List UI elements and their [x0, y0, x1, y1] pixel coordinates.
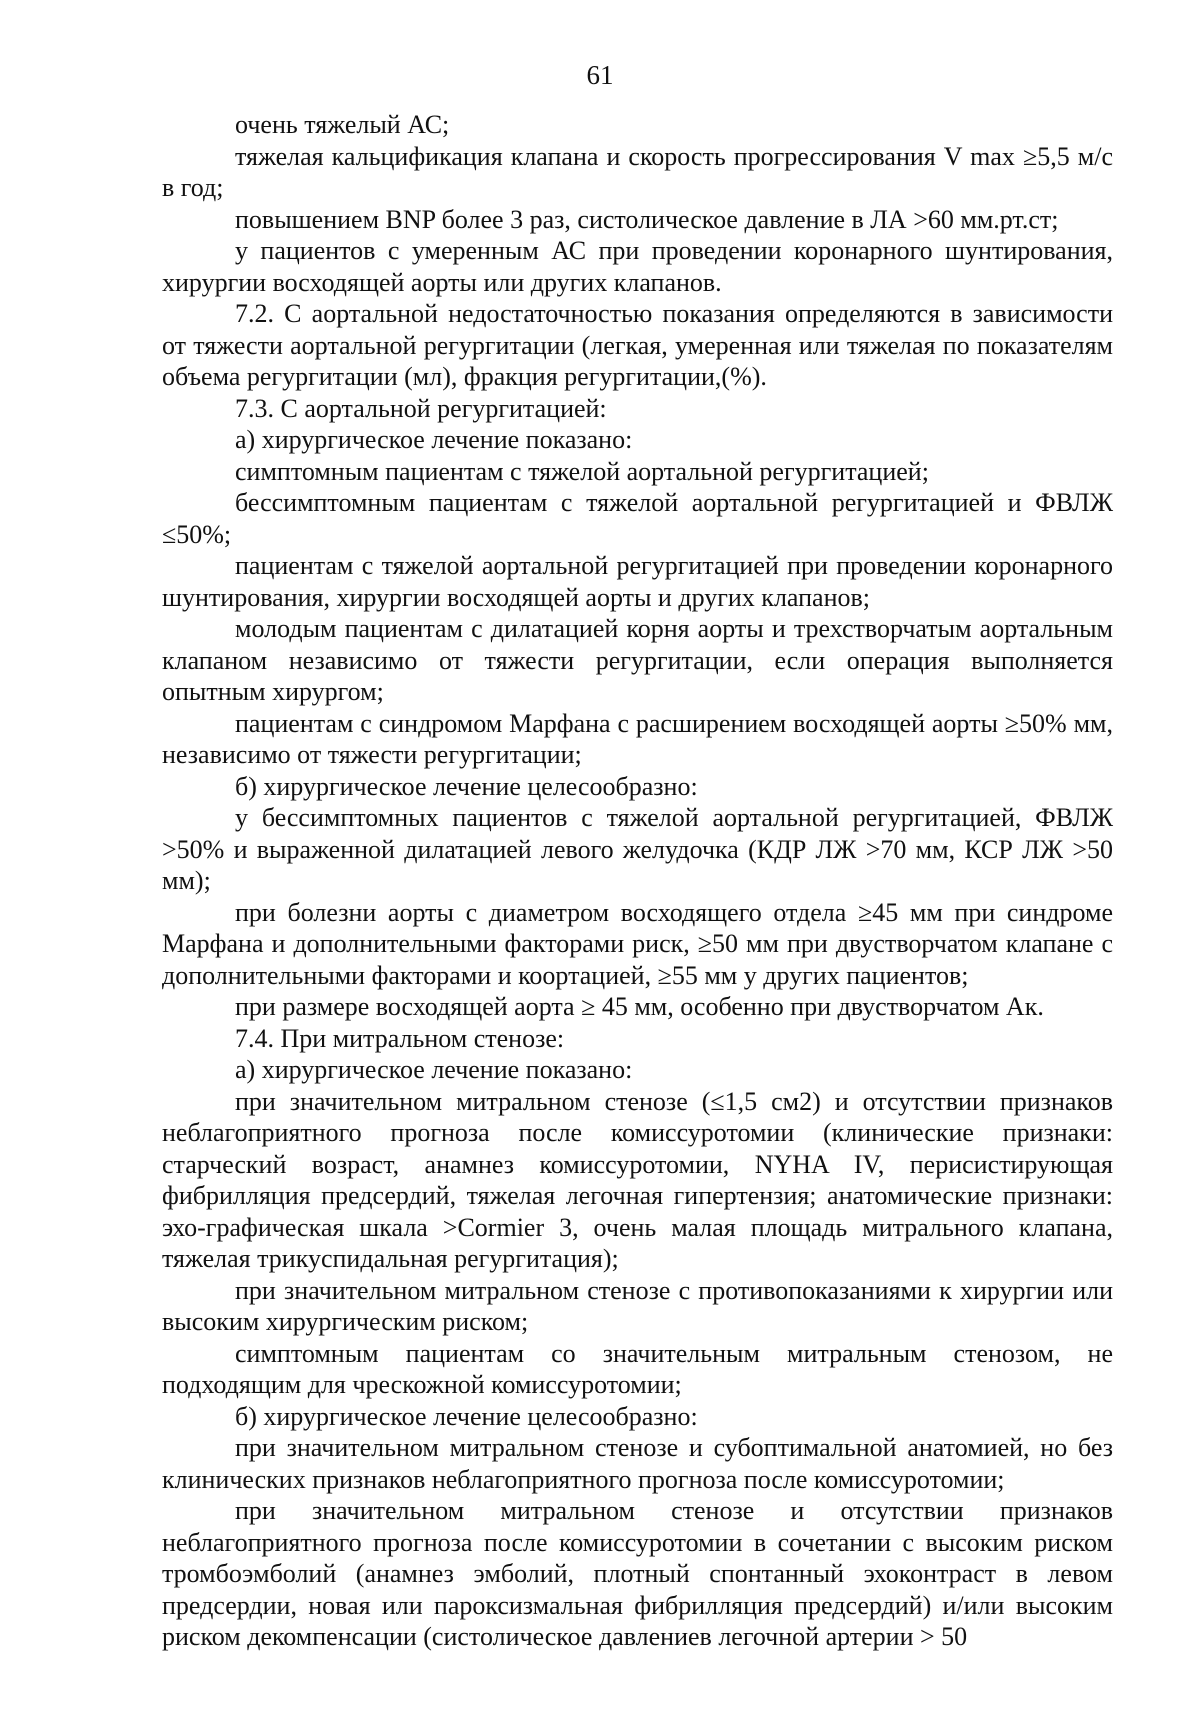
list-item: при значительном митральном стенозе (≤1,5 см2) и отсутствии признаков неблагоприятного прогноза после комиссуротомии (клинические признаки: старческий возраст, анамнез комиссуротомии, NYHA IV, перисистирующая фибрилляция предсердий, тяжелая легочная гипертензия; анатомические признаки: эхо-графическая шкала >Cormier 3, очень малая площадь митрального клапана, тяжелая трикуспидальная регургитация); [162, 1086, 1113, 1273]
subsection-heading: а) хирургическое лечение показано: [235, 425, 633, 454]
paragraph: у пациентов с умеренным АС при проведении коронарного шунтирования, хирургии восходящей аорты или других клапанов. [162, 236, 1113, 297]
list-item: при значительном митральном стенозе с противопоказаниями к хирургии или высоким хирургическим риском; [162, 1275, 1113, 1336]
list-item: симптомным пациентам со значительным митральным стенозом, не подходящим для чрескожной комиссуротомии; [162, 1338, 1113, 1399]
paragraph: повышением BNP более 3 раз, систолическое давление в ЛА >60 мм.рт.ст; [235, 204, 1059, 234]
paragraph: тяжелая кальцификация клапана и скорость прогрессирования V max ≥5,5 м/с в год; [162, 141, 1113, 202]
list-item: бессимптомным пациентам с тяжелой аортальной регургитацией и ФВЛЖ ≤50%; [162, 488, 1113, 549]
paragraph: очень тяжелый АС; [235, 110, 450, 139]
page-number: 61 [586, 60, 614, 90]
list-item: при значительном митральном стенозе и субоптимальной анатомией, но без клинических признаков неблагоприятного прогноза после комиссуротомии; [162, 1433, 1113, 1494]
section-heading: 7.4. При митральном стенозе: [235, 1023, 565, 1053]
subsection-heading: а) хирургическое лечение показано: [235, 1055, 633, 1084]
list-item: молодым пациентам с дилатацией корня аорты и трехстворчатым аортальным клапаном независимо от тяжести регургитации, если операция выполняется опытным хирургом; [162, 614, 1113, 706]
subsection-heading: б) хирургическое лечение целесообразно: [235, 1401, 698, 1431]
page-text [162, 109, 1113, 1653]
list-item: симптомным пациентам с тяжелой аортальной регургитацией; [235, 456, 929, 486]
list-item: у бессимптомных пациентов с тяжелой аортальной регургитацией, ФВЛЖ >50% и выраженной дилатацией левого желудочка (КДР ЛЖ >70 мм, КСР ЛЖ >50 мм); [162, 803, 1113, 895]
subsection-heading: б) хирургическое лечение целесообразно: [235, 771, 698, 801]
list-item: пациентам с тяжелой аортальной регургитацией при проведении коронарного шунтирования, хирургии восходящей аорты и других клапанов; [162, 551, 1113, 612]
paragraph: 7.2. С аортальной недостаточностью показания определяются в зависимости от тяжести аортальной регургитации (легкая, умеренная или тяжелая по показателям объема регургитации (мл), фракция регургитации,(%). [162, 299, 1113, 391]
list-item: пациентам с синдромом Марфана с расширением восходящей аорты ≥50% мм, независимо от тяжести регургитации; [162, 708, 1113, 769]
list-item: при размере восходящей аорта ≥ 45 мм, особенно при двустворчатом Ак. [235, 992, 1044, 1021]
list-item: при значительном митральном стенозе и отсутствии признаков неблагоприятного прогноза после комиссуротомии в сочетании с высоким риском тромбоэмболий (анамнез эмболий, плотный спонтанный эхоконтраст в левом предсердии, новая или пароксизмальная фибрилляция предсердий) и/или высоким риском декомпенсации (систолическое давлениев легочной артерии > 50 [162, 1496, 1113, 1651]
list-item: при болезни аорты с диаметром восходящего отдела ≥45 мм при синдроме Марфана и дополнительными факторами риск, ≥50 мм при двустворчатом клапане с дополнительными факторами и коортацией, ≥55 мм у других пациентов; [162, 897, 1113, 990]
section-heading: 7.3. С аортальной регургитацией: [235, 393, 607, 423]
